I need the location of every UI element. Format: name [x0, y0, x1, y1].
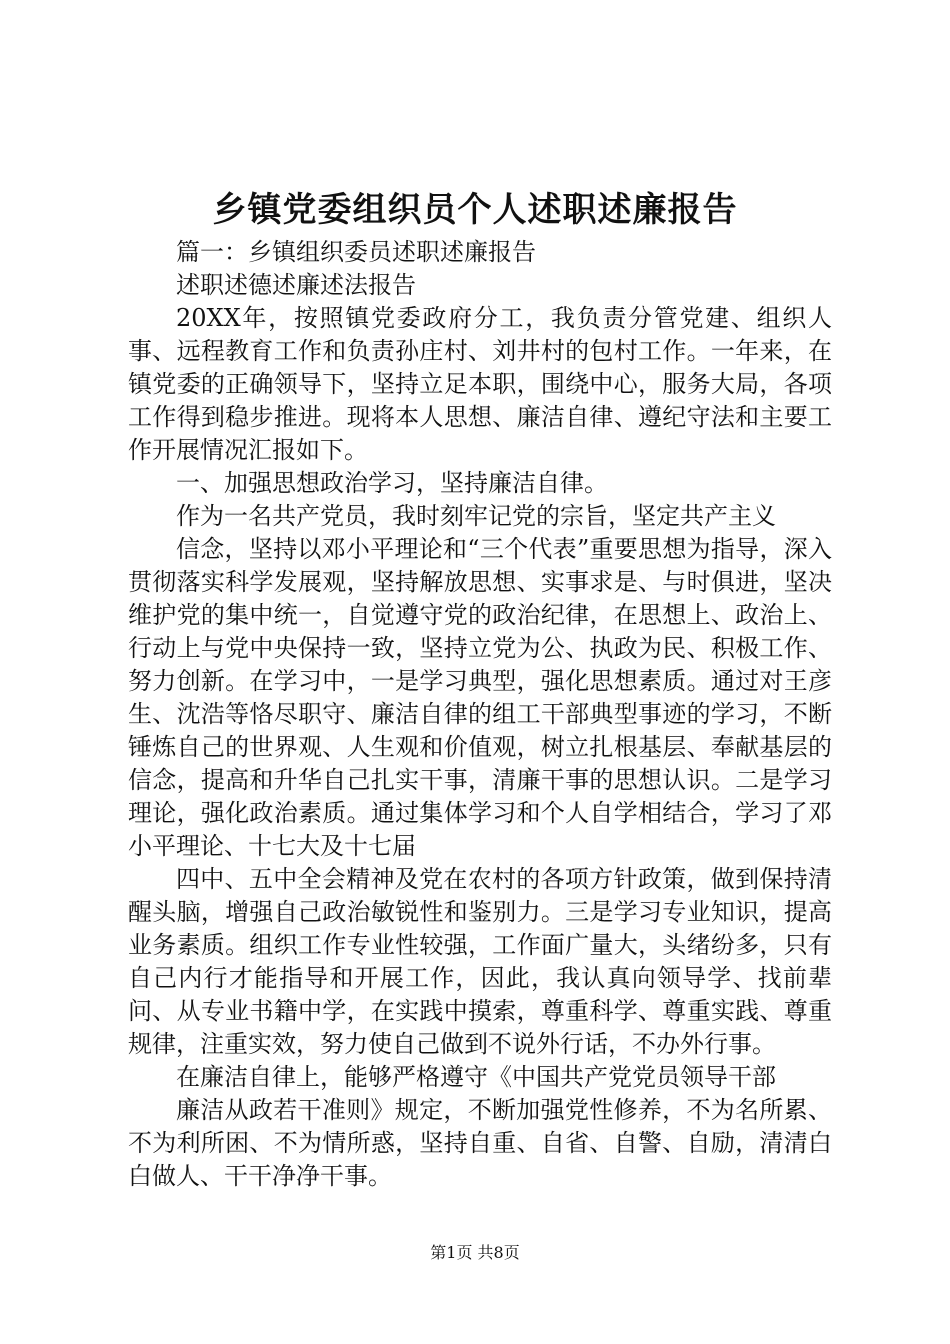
- document-body: [128, 236, 832, 1193]
- paragraph-integrity: 廉洁从政若干准则》规定，不断加强党性修养，不为名所累、不为利所困、不为情所惑，坚持自重、自省、自警、自励，清清白白做人、干干净净干事。: [128, 1096, 832, 1190]
- paragraph-plenary: 四中、五中全会精神及党在农村的各项方针政策，做到保持清醒头脑，增强自己政治敏锐性和鉴别力。三是学习专业知识，提高业务素质。组织工作专业性较强，工作面广量大，头绪纷多，只有自己内行才能指导和开展工作，因此，我认真向领导学、找前辈问、从专业书籍中学，在实践中摸索，尊重科学、尊重实践、尊重规律，注重实效，努力使自己做到不说外行话，不办外行事。: [128, 865, 832, 1058]
- page-number-footer: 第1页 共8页: [430, 1243, 520, 1262]
- paragraph-intro: 20XX年，按照镇党委政府分工，我负责分管党建、组织人事、远程教育工作和负责孙庄村、刘井村的包村工作。一年来，在镇党委的正确领导下，坚持立足本职，围绕中心，服务大局，各项工作得到稳步推进。现将本人思想、廉洁自律、遵纪守法和主要工作开展情况汇报如下。: [128, 304, 832, 464]
- document-title: 乡镇党委组织员个人述职述廉报告: [212, 190, 738, 230]
- paragraph-section-heading: 篇一：乡镇组织委员述职述廉报告: [176, 238, 536, 266]
- paragraph-report-subtitle: 述职述德述廉述法报告: [176, 271, 416, 299]
- paragraph-party-member: 作为一名共产党员，我时刻牢记党的宗旨，坚定共产主义: [176, 502, 776, 530]
- paragraph-heading-one: 一、加强思想政治学习，坚持廉洁自律。: [176, 469, 608, 497]
- paragraph-belief: 信念，坚持以邓小平理论和“三个代表”重要思想为指导，深入贯彻落实科学发展观，坚持解放思想、实事求是、与时俱进，坚决维护党的集中统一，自觉遵守党的政治纪律，在思想上、政治上、行动上与党中央保持一致，坚持立党为公、执政为民、积极工作、努力创新。在学习中，一是学习典型，强化思想素质。通过对王彦生、沈浩等恪尽职守、廉洁自律的组工干部典型事迹的学习，不断锤炼自己的世界观、人生观和价值观，树立扎根基层、奉献基层的信念，提高和升华自己扎实干事，清廉干事的思想认识。二是学习理论，强化政治素质。通过集体学习和个人自学相结合，学习了邓小平理论、十七大及十七届: [128, 535, 832, 860]
- paragraph-self-discipline: 在廉洁自律上，能够严格遵守《中国共产党党员领导干部: [176, 1063, 776, 1091]
